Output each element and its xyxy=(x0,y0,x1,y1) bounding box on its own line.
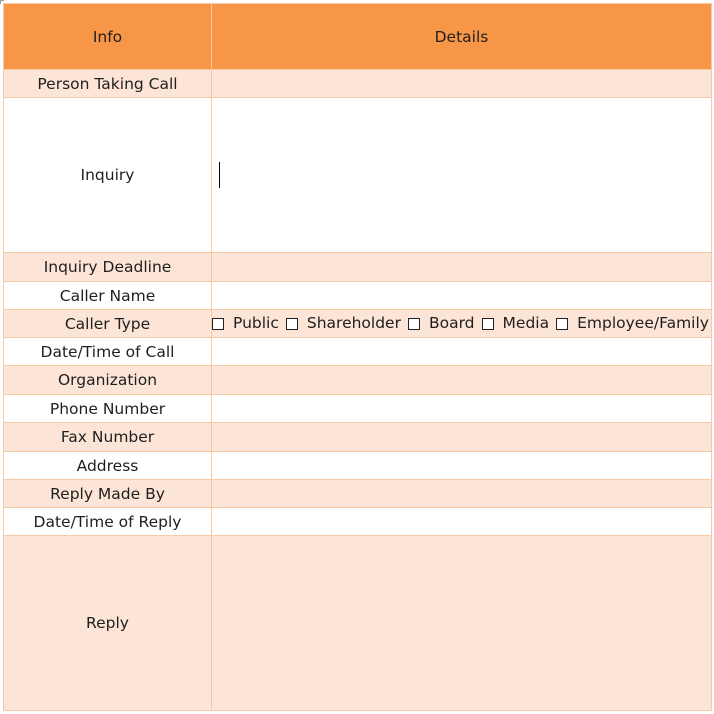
row-reply-made-by xyxy=(4,480,712,508)
caller-type-board[interactable] xyxy=(408,314,475,332)
row-person-taking-call xyxy=(4,70,712,98)
date-time-of-reply-label: Date/Time of Reply xyxy=(4,508,212,536)
person-taking-call-label: Person Taking Call xyxy=(4,70,212,98)
caller-type-label: Caller Type xyxy=(4,310,212,338)
address-label: Address xyxy=(4,452,212,480)
row-address xyxy=(4,452,712,480)
date-time-of-call-label: Date/Time of Call xyxy=(4,338,212,366)
date-time-of-call-cell[interactable] xyxy=(212,338,712,366)
row-date-time-of-call xyxy=(4,338,712,366)
inquiry-deadline-cell[interactable] xyxy=(212,253,712,282)
inquiry-form-table xyxy=(3,3,712,711)
caller-type-cell[interactable] xyxy=(212,310,712,338)
address-cell[interactable] xyxy=(212,452,712,480)
row-caller-type xyxy=(4,310,712,338)
text-cursor xyxy=(219,162,220,188)
info-header: Info xyxy=(4,4,212,70)
checkbox-employee-family[interactable] xyxy=(556,318,568,330)
row-date-time-of-reply xyxy=(4,508,712,536)
caller-type-public[interactable] xyxy=(212,314,279,332)
row-organization xyxy=(4,366,712,395)
row-reply xyxy=(4,536,712,711)
checkbox-media[interactable] xyxy=(482,318,494,330)
caller-type-media[interactable] xyxy=(482,314,550,332)
caller-type-board-label: Board xyxy=(428,314,475,332)
caller-name-label: Caller Name xyxy=(4,282,212,310)
checkbox-public[interactable] xyxy=(212,318,224,330)
caller-type-employee-family[interactable] xyxy=(556,314,709,332)
caller-name-cell[interactable] xyxy=(212,282,712,310)
row-caller-name xyxy=(4,282,712,310)
caller-type-media-label: Media xyxy=(502,314,550,332)
row-fax-number xyxy=(4,423,712,452)
reply-made-by-cell[interactable] xyxy=(212,480,712,508)
organization-label: Organization xyxy=(4,366,212,395)
fax-number-label: Fax Number xyxy=(4,423,212,452)
inquiry-cell[interactable] xyxy=(212,98,712,253)
reply-cell[interactable] xyxy=(212,536,712,711)
reply-label: Reply xyxy=(4,536,212,711)
checkbox-board[interactable] xyxy=(408,318,420,330)
row-inquiry-deadline xyxy=(4,253,712,282)
reply-made-by-label: Reply Made By xyxy=(4,480,212,508)
phone-number-label: Phone Number xyxy=(4,395,212,423)
inquiry-deadline-label: Inquiry Deadline xyxy=(4,253,212,282)
phone-number-cell[interactable] xyxy=(212,395,712,423)
caller-type-shareholder-label: Shareholder xyxy=(306,314,401,332)
row-inquiry xyxy=(4,98,712,253)
person-taking-call-cell[interactable] xyxy=(212,70,712,98)
checkbox-shareholder[interactable] xyxy=(286,318,298,330)
caller-type-employee-family-label: Employee/Family xyxy=(577,314,709,332)
header-row xyxy=(4,4,712,70)
details-header: Details xyxy=(212,4,712,70)
row-phone-number xyxy=(4,395,712,423)
date-time-of-reply-cell[interactable] xyxy=(212,508,712,536)
fax-number-cell[interactable] xyxy=(212,423,712,452)
organization-cell[interactable] xyxy=(212,366,712,395)
inquiry-label: Inquiry xyxy=(4,98,212,253)
caller-type-public-label: Public xyxy=(233,314,279,332)
caller-type-shareholder[interactable] xyxy=(286,314,401,332)
